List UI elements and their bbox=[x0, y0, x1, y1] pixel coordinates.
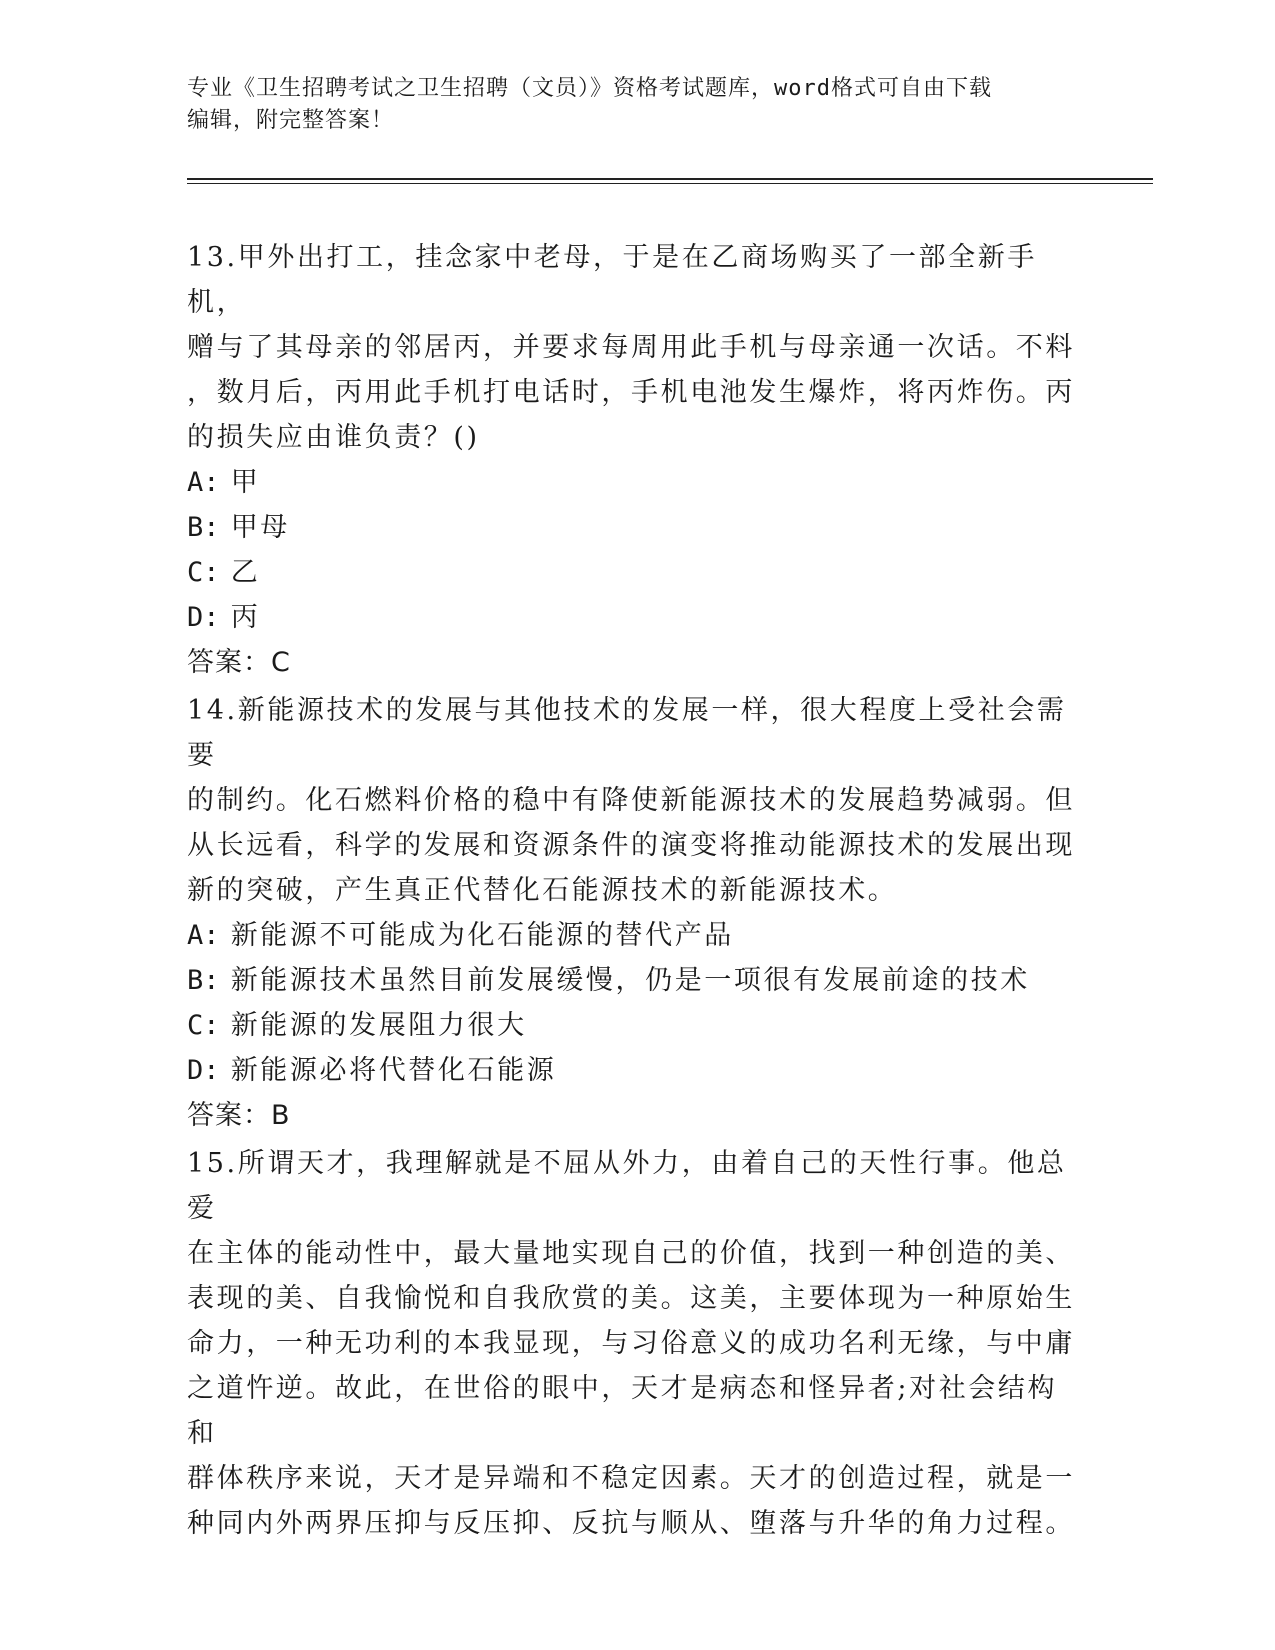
option-letter: D: bbox=[187, 1055, 220, 1086]
option-d bbox=[187, 595, 1077, 640]
question-text-line: 新的突破，产生真正代替化石能源技术的新能源技术。 bbox=[187, 875, 898, 906]
question-text-line: 从长远看，科学的发展和资源条件的演变将推动能源技术的发展出现 bbox=[187, 830, 1075, 861]
option-text: 乙 bbox=[230, 557, 261, 588]
option-a bbox=[187, 460, 1077, 505]
option-a bbox=[187, 913, 1077, 958]
question-15 bbox=[187, 1141, 1077, 1546]
question-text-line: 群体秩序来说，天才是异端和不稳定因素。天才的创造过程，就是一 bbox=[187, 1463, 1075, 1494]
question-text-line: 15.所谓天才，我理解就是不屈从外力，由着自己的天性行事。他总爱 bbox=[187, 1148, 1067, 1224]
option-letter: C: bbox=[187, 1010, 220, 1041]
option-letter: C: bbox=[187, 557, 220, 588]
option-letter: D: bbox=[187, 602, 220, 633]
option-letter: A: bbox=[187, 467, 220, 498]
option-b bbox=[187, 958, 1077, 1003]
question-text-line: 在主体的能动性中，最大量地实现自己的价值，找到一种创造的美、 bbox=[187, 1238, 1075, 1269]
option-c bbox=[187, 1003, 1077, 1048]
header-line-1: 专业《卫生招聘考试之卫生招聘（文员）》资格考试题库，word格式可自由下载 bbox=[187, 76, 992, 101]
question-text-line: 表现的美、自我愉悦和自我欣赏的美。这美，主要体现为一种原始生 bbox=[187, 1283, 1075, 1314]
option-letter: B: bbox=[187, 512, 220, 543]
header-line-2: 编辑，附完整答案！ bbox=[187, 108, 395, 133]
question-text-line: 13.甲外出打工，挂念家中老母，于是在乙商场购买了一部全新手机， bbox=[187, 242, 1037, 318]
option-letter: B: bbox=[187, 965, 220, 996]
question-text-line: 14.新能源技术的发展与其他技术的发展一样，很大程度上受社会需要 bbox=[187, 695, 1067, 771]
question-13 bbox=[187, 235, 1077, 685]
option-text: 甲 bbox=[230, 467, 261, 498]
option-c bbox=[187, 550, 1077, 595]
question-text-line: 赠与了其母亲的邻居丙，并要求每周用此手机与母亲通一次话。不料 bbox=[187, 332, 1075, 363]
header-divider-thin bbox=[187, 183, 1153, 184]
option-text: 丙 bbox=[230, 602, 261, 633]
option-b bbox=[187, 505, 1077, 550]
option-text: 甲母 bbox=[230, 512, 290, 543]
option-letter: A: bbox=[187, 920, 220, 951]
answer-label: 答案：B bbox=[187, 1100, 291, 1131]
option-text: 新能源的发展阻力很大 bbox=[230, 1010, 527, 1041]
question-text-line: 之道忤逆。故此，在世俗的眼中，天才是病态和怪异者;对社会结构和 bbox=[187, 1373, 1058, 1449]
option-text: 新能源不可能成为化石能源的替代产品 bbox=[230, 920, 734, 951]
option-text: 新能源必将代替化石能源 bbox=[230, 1055, 557, 1086]
question-text-line: ，数月后，丙用此手机打电话时，手机电池发生爆炸，将丙炸伤。丙 bbox=[187, 377, 1075, 408]
question-14 bbox=[187, 688, 1077, 1138]
question-text-line: 种同内外两界压抑与反压抑、反抗与顺从、堕落与升华的角力过程。 bbox=[187, 1508, 1075, 1539]
option-text: 新能源技术虽然目前发展缓慢，仍是一项很有发展前途的技术 bbox=[230, 965, 1030, 996]
question-text-line: 的制约。化石燃料价格的稳中有降使新能源技术的发展趋势减弱。但 bbox=[187, 785, 1075, 816]
document-header bbox=[187, 73, 1087, 137]
option-d bbox=[187, 1048, 1077, 1093]
header-divider-thick bbox=[187, 178, 1153, 180]
answer-label: 答案：C bbox=[187, 647, 291, 678]
question-text-line: 命力，一种无功利的本我显现，与习俗意义的成功名利无缘，与中庸 bbox=[187, 1328, 1075, 1359]
question-text-line: 的损失应由谁负责？() bbox=[187, 422, 480, 453]
